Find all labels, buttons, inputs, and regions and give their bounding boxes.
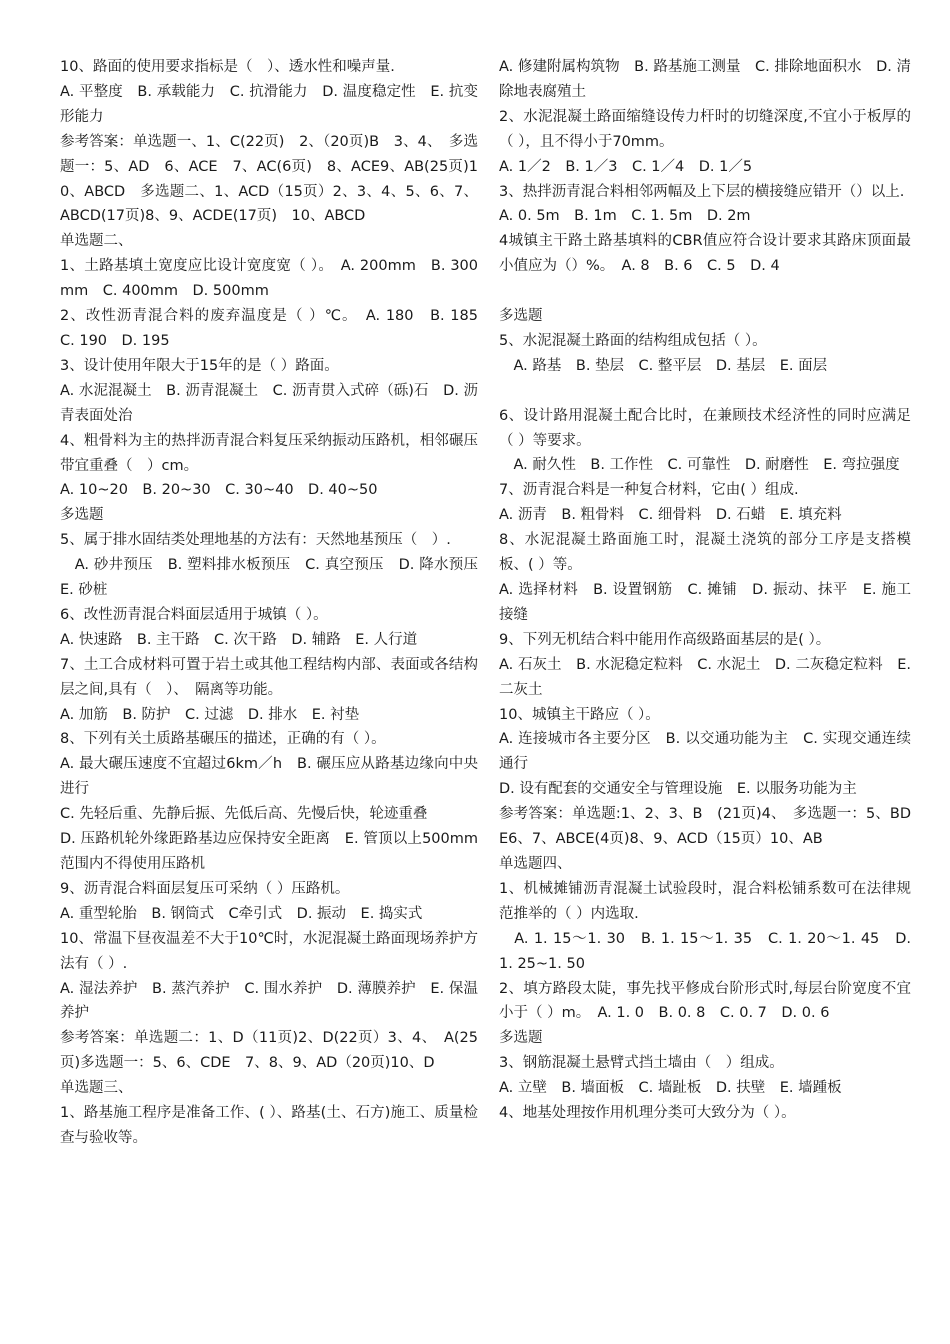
right-column-paragraph: 1、机械摊铺沥青混凝土试验段时，混合料松铺系数可在法律规范推举的（ ）内选取. — [499, 880, 911, 922]
right-column-paragraph: 参考答案：单选题:1、2、3、B (21页)4、 多选题一：5、BDE6、7、ABCE(4页)8、9、ACD（15页）10、AB — [499, 806, 911, 848]
left-column-paragraph: 参考答案：单选题二：1、D（11页)2、D(22页）3、4、 A(25页)多选题一：5、6、CDE 7、8、9、AD（20页)10、D — [60, 1030, 478, 1072]
right-column-paragraph: A. 修建附属构筑物 B. 路基施工测量 C. 排除地面积水 D. 清除地表腐殖土 — [499, 59, 911, 100]
left-column-paragraph: 单选题三、 — [60, 1080, 133, 1097]
right-column-paragraph: A. 1／2 B. 1／3 C. 1／4 D. 1／5 — [499, 158, 753, 175]
right-column-paragraph: 5、水泥混凝土路面的结构组成包括（ ）。 — [499, 332, 767, 349]
right-column-paragraph: 6、设计路用混凝土配合比时，在兼顾技术经济性的同时应满足（ ）等要求。 — [499, 407, 911, 449]
left-column-paragraph: A. 重型轮胎 B. 钢筒式 C牵引式 D. 振动 E. 捣实式 — [60, 905, 423, 922]
left-column-paragraph: 参考答案：单选题一、1、C(22页) 2、（20页)B 3、4、 多选题一：5、AD 6、ACE 7、AC(6页) 8、ACE9、AB(25页)10、ABCD 多选题二、1、ACD（15页）2、3、4、5、6、7、ABCD(17页)8、9、ACDE(17页) 10、ABCD — [60, 133, 478, 225]
left-column-paragraph: 2、改性沥青混合料的废弃温度是（ ）℃。 A. 180 B. 185 C. 190 D. 195 — [60, 308, 493, 349]
left-column-paragraph: 10、常温下昼夜温差不大于10℃时，水泥混凝土路面现场养护方法有（ ）. — [60, 930, 478, 972]
left-column-paragraph: 8、下列有关土质路基碾压的描述，正确的有（ ）。 — [60, 731, 386, 748]
left-column-paragraph: 1、土路基填土宽度应比设计宽度宽（ ）。 A. 200mm B. 300mm C. 400mm D. 500mm — [60, 258, 478, 300]
right-column-paragraph: D. 设有配套的交通安全与管理设施 E. 以服务功能为主 — [499, 781, 857, 798]
left-column-paragraph: D. 压路机轮外缘距路基边应保持安全距离 E. 管顶以上500mm范围内不得使用压路机 — [60, 831, 478, 872]
left-column-paragraph: 6、改性沥青混合料面层适用于城镇（ ）。 — [60, 606, 328, 623]
right-column-paragraph: 10、城镇主干路应（ ）。 — [499, 706, 660, 723]
right-column-paragraph: A. 沥青 B. 粗骨料 C. 细骨料 D. 石蜡 E. 填充料 — [499, 507, 842, 524]
left-column-paragraph: 5、属于排水固结类处理地基的方法有：天然地基预压（ ）. — [60, 532, 451, 549]
right-column-paragraph: 7、沥青混合料是一种复合材料，它由( ）组成. — [499, 482, 799, 499]
left-column-paragraph: A. 10~20 B. 20~30 C. 30~40 D. 40~50 — [60, 482, 378, 499]
right-column-paragraph: A. 1. 15～1. 30 B. 1. 15～1. 35 C. 1. 20～1. 45 D. 1. 25~1. 50 — [499, 930, 916, 972]
right-column-paragraph — [499, 279, 911, 304]
left-column-paragraph: A. 湿法养护 B. 蒸汽养护 C. 围水养护 D. 薄膜养护 E. 保温养护 — [60, 980, 478, 1022]
left-column-paragraph: A. 加筋 B. 防护 C. 过滤 D. 排水 E. 衬垫 — [60, 706, 360, 723]
left-column-paragraph: A. 快速路 B. 主干路 C. 次干路 D. 辅路 E. 人行道 — [60, 631, 418, 648]
left-column-paragraph: 多选题 — [60, 507, 104, 524]
right-column-paragraph: A. 耐久性 B. 工作性 C. 可靠性 D. 耐磨性 E. 弯拉强度 — [499, 457, 900, 474]
right-column-paragraph: A. 石灰土 B. 水泥稳定粒料 C. 水泥土 D. 二灰稳定粒料 E. 二灰土 — [499, 656, 916, 698]
left-column-paragraph: 9、沥青混合料面层复压可采纳（ ）压路机。 — [60, 880, 350, 897]
right-column-paragraph: A. 立壁 B. 墙面板 C. 墙趾板 D. 扶壁 E. 墙踵板 — [499, 1080, 842, 1097]
left-column-paragraph: C. 先轻后重、先静后振、先低后高、先慢后快，轮迹重叠 — [60, 806, 428, 823]
right-column-paragraph: 3、热拌沥青混合料相邻两幅及上下层的横接缝应错开（）以上. — [499, 183, 905, 200]
left-column-paragraph: 4、粗骨料为主的热拌沥青混合料复压采纳振动压路机，相邻碾压带宜重叠（ ）cm。 — [60, 432, 478, 474]
left-column-paragraph: 7、土工合成材料可置于岩土或其他工程结构内部、表面或各结构层之间,具有（ ）、 隔离等功能。 — [60, 656, 478, 698]
left-column-paragraph: A. 最大碾压速度不宜超过6km／h B. 碾压应从路基边缘向中央进行 — [60, 756, 478, 798]
right-column-paragraph: 多选题 — [499, 1030, 543, 1047]
left-column-paragraph: 10、路面的使用要求指标是（ ）、透水性和噪声量. — [60, 59, 395, 75]
left-column-paragraph: A. 砂井预压 B. 塑料排水板预压 C. 真空预压 D. 降水预压 E. 砂桩 — [60, 557, 493, 599]
right-column-paragraph: 8、水泥混凝土路面施工时，混凝土浇筑的部分工序是支搭模板、( ）等。 — [499, 532, 911, 574]
left-column-paragraph: 单选题二、 — [60, 233, 133, 250]
left-column-paragraph: A. 水泥混凝土 B. 沥青混凝土 C. 沥青贯入式碎（砾)石 D. 沥青表面处治 — [60, 382, 478, 424]
left-column-paragraph: A. 平整度 B. 承载能力 C. 抗滑能力 D. 温度稳定性 E. 抗变形能力 — [60, 83, 478, 125]
right-column-paragraph: 多选题 — [499, 308, 543, 325]
left-column — [60, 55, 493, 1151]
right-column-paragraph — [499, 379, 911, 404]
right-column-paragraph: 2、水泥混凝土路面缩缝设传力杆时的切缝深度,不宜小于板厚的（ ），且不得小于70mm。 — [499, 108, 911, 150]
right-column-paragraph: A. 连接城市各主要分区 B. 以交通功能为主 C. 实现交通连续通行 — [499, 731, 911, 773]
right-column-paragraph: 单选题四、 — [499, 855, 572, 872]
right-column-paragraph: A. 0. 5m B. 1m C. 1. 5m D. 2m — [499, 208, 751, 225]
right-column — [499, 55, 916, 1126]
right-column-paragraph: A. 选择材料 B. 设置钢筋 C. 摊铺 D. 振动、抹平 E. 施工接缝 — [499, 582, 911, 623]
right-column-paragraph: 4、地基处理按作用机理分类可大致分为（ ）。 — [499, 1105, 796, 1122]
right-column-paragraph: 3、钢筋混凝土悬臂式挡土墙由（ ）组成。 — [499, 1055, 784, 1072]
left-column-paragraph: 3、设计使用年限大于15年的是（ ）路面。 — [60, 357, 339, 374]
right-column-paragraph: 9、下列无机结合料中能用作高级路面基层的是( ）。 — [499, 631, 831, 648]
right-column-paragraph: 2、填方路段太陡，事先找平修成台阶形式时,每层台阶宽度不宜小于（ ）m。 A. 1. 0 B. 0. 8 C. 0. 7 D. 0. 6 — [499, 980, 911, 1022]
right-column-paragraph: 4城镇主干路土路基填料的CBR值应符合设计要求其路床顶面最小值应为（）%。 A. 8 B. 6 C. 5 D. 4 — [499, 233, 911, 275]
right-column-paragraph: A. 路基 B. 垫层 C. 整平层 D. 基层 E. 面层 — [499, 357, 828, 374]
left-column-paragraph: 1、路基施工程序是准备工作、( ）、路基(土、石方)施工、质量检查与验收等。 — [60, 1105, 478, 1146]
